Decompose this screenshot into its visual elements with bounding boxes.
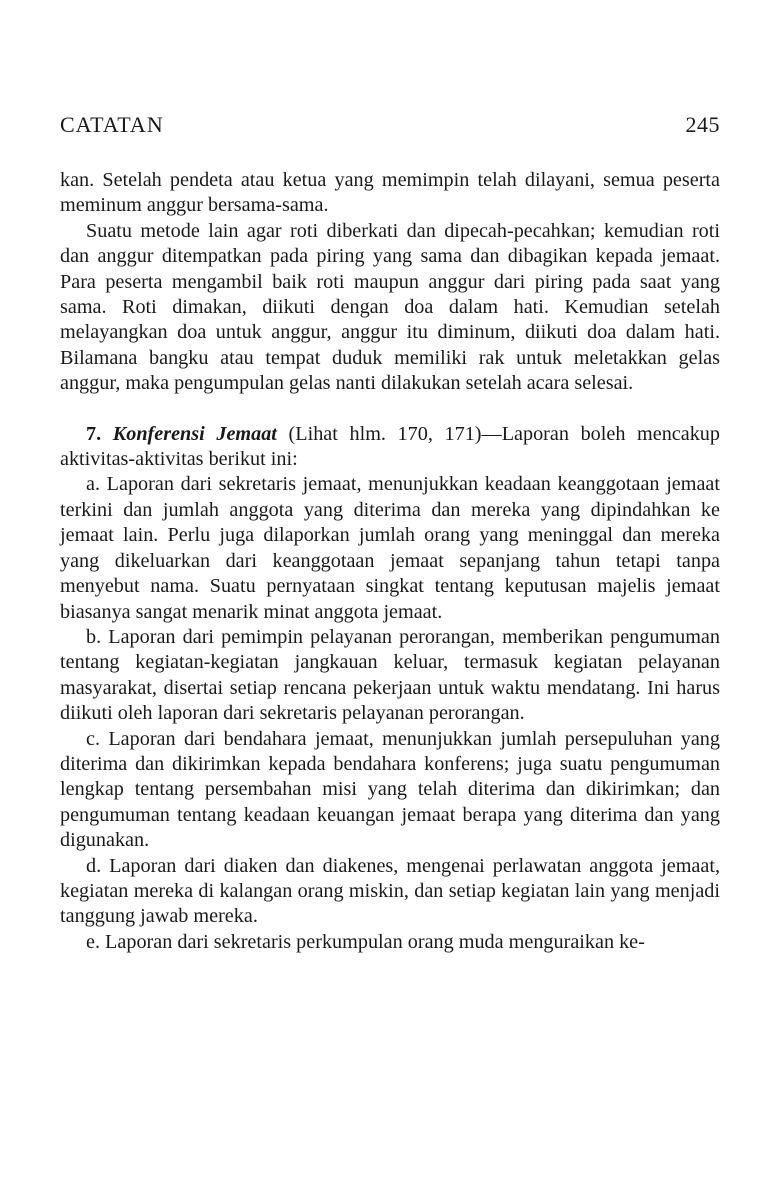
section-heading-paragraph <box>60 422 720 473</box>
list-item: b. Laporan dari pemimpin pelayanan perorangan, memberikan pengumuman tentang kegiatan-kegiatan jangkauan keluar, termasuk kegiatan pelayanan masyarakat, disertai setiap rencana pekerjaan untuk waktu mendatang. Ini harus diikuti oleh laporan dari sekretaris pelayanan perorangan. <box>60 625 720 725</box>
list-item: c. Laporan dari bendahara jemaat, menunjukkan jumlah persepuluhan yang diterima dan dikirimkan kepada bendahara konferens; juga suatu pengumuman lengkap tentang persembahan misi yang telah diterima dan dikirimkan; dan pengumuman tentang keadaan keuangan jemaat berapa yang diterima dan yang digunakan. <box>60 727 720 852</box>
body-text <box>60 168 720 955</box>
book-page <box>60 112 720 955</box>
section-title: Konferensi Jemaat <box>112 422 277 445</box>
list-item: d. Laporan dari diaken dan diakenes, mengenai perlawatan anggota jemaat, kegiatan mereka di kalangan orang miskin, dan setiap kegiatan lain yang menjadi tanggung jawab mereka. <box>60 854 720 928</box>
page-number: 245 <box>685 112 720 137</box>
running-header <box>60 112 720 138</box>
list-item: a. Laporan dari sekretaris jemaat, menunjukkan keadaan keanggotaan jemaat terkini dan jumlah anggota yang diterima dan mereka yang dipindahkan ke jemaat lain. Perlu juga dilaporkan jumlah orang yang meninggal dan mereka yang dikeluarkan dari keanggotaan jemaat sepanjang tahun tetapi tanpa menyebut nama. Suatu pernyataan singkat tentang keputusan majelis jemaat biasanya sangat menarik minat anggota jemaat. <box>60 473 720 623</box>
paragraph: kan. Setelah pendeta atau ketua yang memimpin telah dilayani, semua peserta meminum anggur bersama-sama. <box>60 169 720 217</box>
running-title: CATATAN <box>60 112 164 137</box>
paragraph: Suatu metode lain agar roti diberkati dan dipecah-pecahkan; kemudian roti dan anggur ditempatkan pada piring yang sama dan dibagikan kepada jemaat. Para peserta mengambil baik roti maupun anggur dari piring pada saat yang sama. Roti dimakan, diikuti dengan doa dalam hati. Kemudian setelah melayangkan doa untuk anggur, anggur itu diminum, diikuti doa dalam hati. Bilamana bangku atau tempat duduk memiliki rak untuk meletakkan gelas anggur, maka pengumpulan gelas nanti dilakukan setelah acara selesai. <box>60 219 720 395</box>
list-item: e. Laporan dari sekretaris perkumpulan orang muda menguraikan ke- <box>86 930 645 953</box>
section-number: 7. <box>86 422 102 445</box>
section-intro: (Lihat hlm. 170, 171)—Laporan boleh mencakup aktivitas-aktivitas berikut ini: <box>60 422 720 471</box>
